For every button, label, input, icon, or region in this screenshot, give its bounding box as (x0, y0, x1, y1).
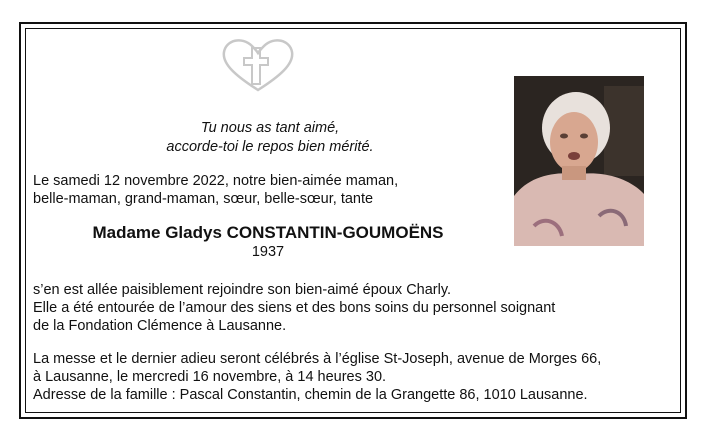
deceased-name: Madame Gladys CONSTANTIN-GOUMOËNS (92, 223, 444, 242)
service-paragraph (33, 350, 601, 404)
verse (120, 119, 420, 157)
verse-line-2: accorde-toi le repos bien mérité. (166, 139, 374, 155)
intro-line-2: belle-maman, grand-maman, sœur, belle-sœur, tante (33, 191, 374, 207)
birth-year: 1937 (251, 244, 285, 260)
body-paragraph (33, 281, 555, 335)
service-line-3: Adresse de la famille : Pascal Constantin, chemin de la Grangette 86, 1010 Lausanne. (33, 387, 588, 403)
body-line-1: s’en est allée paisiblement rejoindre son bien-aimé époux Charly. (33, 282, 452, 298)
verse-line-1: Tu nous as tant aimé, (200, 120, 340, 136)
service-line-1: La messe et le dernier adieu seront célébrés à l’église St-Joseph, avenue de Morges 66, (33, 351, 602, 367)
intro-paragraph (33, 172, 398, 208)
intro-line-1: Le samedi 12 novembre 2022, notre bien-aimée maman, (33, 173, 399, 189)
portrait-photo (514, 76, 644, 246)
heart-cross-icon (218, 34, 298, 94)
service-line-2: à Lausanne, le mercredi 16 novembre, à 14 heures 30. (33, 369, 387, 385)
body-line-2: Elle a été entourée de l’amour des siens et des bons soins du personnel soignant (33, 300, 556, 316)
body-line-3: de la Fondation Clémence à Lausanne. (33, 318, 287, 334)
